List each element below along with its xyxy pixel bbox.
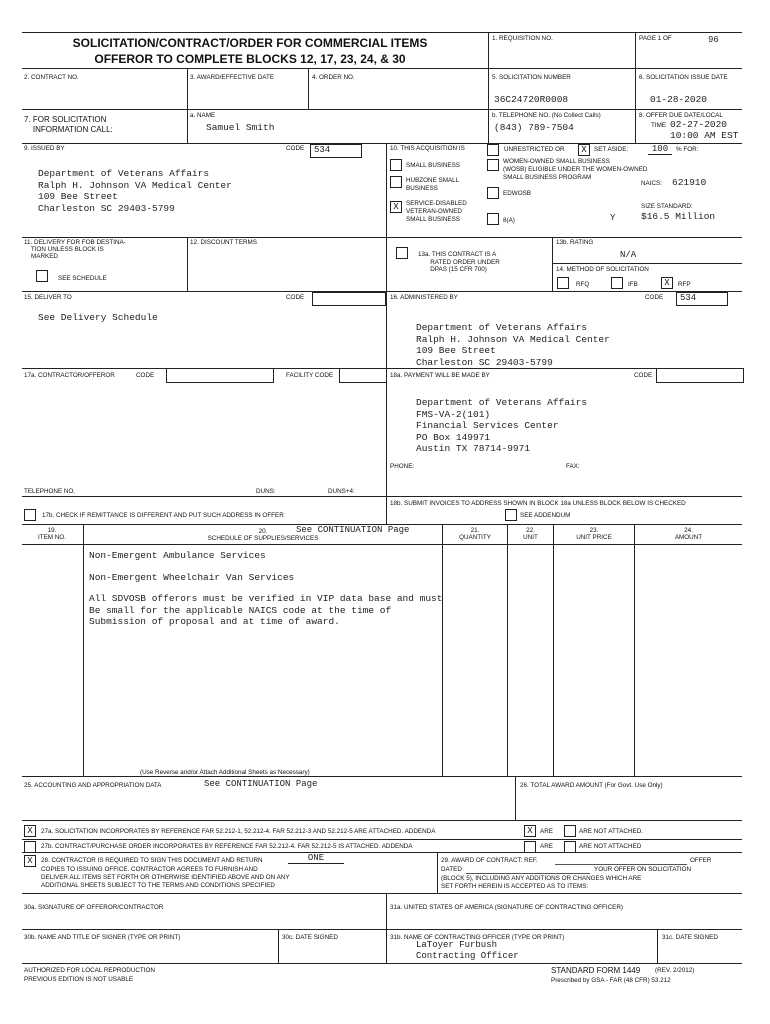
signature-officer-label: 31a. UNITED STATES OF AMERICA (SIGNATURE OF CONTRACTING OFFICER) <box>390 904 624 911</box>
schedule-line-3: All SDVOSB offerors must be verified in VIP data base and must Be small for the applicable NAICS code at the time of Submission of proposal and at time of award. <box>89 593 443 628</box>
solicitation-no-label: 5. SOLICITATION NUMBER <box>492 74 571 81</box>
telephone-label-17a: TELEPHONE NO. <box>24 488 76 495</box>
footer-form-name: STANDARD FORM 1449 <box>551 966 641 975</box>
phone-label-18a: PHONE: <box>390 463 415 470</box>
rule <box>386 143 387 524</box>
8a-checkbox[interactable] <box>487 213 499 225</box>
award-date-label: 3. AWARD/EFFECTIVE DATE <box>190 74 275 81</box>
rule <box>187 68 188 109</box>
footer-revision: (REV. 2/2012) <box>655 967 695 974</box>
wosb-label: WOMEN-OWNED SMALL BUSINESS (WOSB) ELIGIBLE UNDER THE WOMEN-OWNED SMALL BUSINESS PROGRAM <box>503 158 648 181</box>
rule <box>552 237 553 291</box>
sdvosb-label: SERVICE-DISABLED VETERAN-OWNED SMALL BUSINESS <box>406 200 467 223</box>
27b-are-not-checkbox[interactable] <box>564 841 576 853</box>
issue-date-value[interactable]: 01-28-2020 <box>650 94 708 105</box>
administered-by-code-value: 534 <box>680 293 697 303</box>
contractor-code-label: CODE <box>136 372 155 379</box>
rule <box>552 263 742 264</box>
issued-by-code-value: 534 <box>314 145 331 155</box>
size-standard-label: SIZE STANDARD: <box>641 203 693 210</box>
rule <box>634 524 635 776</box>
form-title <box>40 36 460 67</box>
27a-are-not-checkbox[interactable] <box>564 825 576 837</box>
schedule-line-1: Non-Emergent Ambulance Services <box>89 550 266 561</box>
27b-are-checkbox[interactable] <box>524 841 536 853</box>
sdvosb-checkbox[interactable]: X <box>390 201 402 213</box>
rule <box>187 109 188 143</box>
see-addendum-checkbox[interactable] <box>505 509 517 521</box>
payment-label: 18a. PAYMENT WILL BE MADE BY <box>390 372 490 379</box>
rule <box>187 237 188 291</box>
administered-by-code-label: CODE <box>645 294 664 301</box>
rule <box>22 839 742 840</box>
due-date-label: 8. OFFER DUE DATE/LOCAL <box>639 112 723 119</box>
rule <box>22 143 742 144</box>
officer-title-value: Contracting Officer <box>416 951 519 961</box>
hubzone-checkbox[interactable] <box>390 176 402 188</box>
contact-name-value[interactable]: Samuel Smith <box>206 122 275 133</box>
info-call-label: 7. FOR SOLICITATION INFORMATION CALL: <box>24 115 113 135</box>
submit-invoices-label: 18b. SUBMIT INVOICES TO ADDRESS SHOWN IN BLOCK 18a UNLESS BLOCK BELOW IS CHECKED <box>390 500 686 507</box>
rating-value[interactable]: N/A <box>620 250 637 260</box>
solicitation-no-value[interactable]: 36C24720R0008 <box>494 94 569 105</box>
schedule-footer-note: (Use Reverse and/or Attach Additional Sheets as Necessary) <box>140 769 310 776</box>
issued-by-code-label: CODE <box>286 145 305 152</box>
copies-value[interactable]: ONE <box>288 853 344 864</box>
rule <box>657 929 658 963</box>
hubzone-label: HUBZONE SMALL BUSINESS <box>406 177 460 192</box>
contractor-label: 17a. CONTRACTOR/OFFEROR <box>24 372 115 379</box>
rule <box>635 32 636 143</box>
administered-by-code-box[interactable] <box>676 292 728 306</box>
col-amount: 24. AMOUNT <box>674 527 703 541</box>
y-mark: Y <box>610 213 616 223</box>
see-addendum-label: SEE ADDENDUM <box>520 512 571 519</box>
acquisition-label: 10. THIS ACQUISITION IS <box>390 145 465 152</box>
delivery-fob-label: 11. DELIVERY FOR FOB DESTINA- TION UNLESS BLOCK IS MARKED <box>24 239 126 261</box>
rule <box>488 32 489 143</box>
col-unit-price: 23. UNIT PRICE <box>576 527 612 541</box>
27a-checkbox[interactable]: X <box>24 825 36 837</box>
col-item-no: 19. ITEM NO. <box>38 527 66 541</box>
fax-label-18a: FAX: <box>566 463 580 470</box>
rule <box>22 963 742 964</box>
page-label: PAGE 1 OF <box>639 35 672 42</box>
name-label: a. NAME <box>190 112 216 119</box>
deliver-to-value: See Delivery Schedule <box>38 312 158 323</box>
administered-by-address: Department of Veterans Affairs Ralph H. Johnson VA Medical Center 109 Bee Street Charleston SC 29403-5799 <box>416 322 610 368</box>
rfp-label: RFP <box>678 281 691 288</box>
naics-label: NAICS: <box>641 180 662 187</box>
rule <box>442 524 443 776</box>
issued-by-code-box[interactable] <box>310 144 362 158</box>
due-date-value[interactable]: 02-27-2020 <box>670 119 728 130</box>
administered-by-label: 16. ADMINISTERED BY <box>390 294 458 301</box>
payment-address: Department of Veterans Affairs FMS-VA-2(101) Financial Services Center PO Box 149971 Austin TX 78714-9971 <box>416 397 588 455</box>
see-schedule-checkbox[interactable] <box>36 270 48 282</box>
remittance-checkbox[interactable] <box>24 509 36 521</box>
rated-order-label: 13a. THIS CONTRACT IS A RATED ORDER UNDER DPAS (15 CFR 700) <box>418 251 500 274</box>
accounting-value: See CONTINUATION Page <box>204 779 318 789</box>
8a-label: 8(A) <box>503 217 515 224</box>
unrestricted-checkbox[interactable] <box>487 144 499 156</box>
page-total: 96 <box>708 35 719 45</box>
rule <box>22 109 742 110</box>
rule <box>22 776 742 777</box>
rule <box>308 68 309 109</box>
deliver-to-code-box[interactable] <box>312 292 386 306</box>
percent-for-label: % FOR: <box>676 146 699 153</box>
28-checkbox[interactable]: X <box>24 855 36 867</box>
small-business-checkbox[interactable] <box>390 159 402 171</box>
wosb-checkbox[interactable] <box>487 159 499 171</box>
signer-name-label: 30b. NAME AND TITLE OF SIGNER (TYPE OR PRINT) <box>24 934 181 941</box>
payment-code-label: CODE <box>634 372 653 379</box>
duns4-label: DUNS+4: <box>328 488 355 495</box>
footer-prescribed: Prescribed by GSA - FAR (48 CFR) 53.212 <box>551 977 671 984</box>
date-signed-30c-label: 30c. DATE SIGNED <box>282 934 338 941</box>
discount-terms-label: 12. DISCOUNT TERMS <box>190 239 257 246</box>
rule <box>22 68 742 69</box>
schedule-continuation: See CONTINUATION Page <box>296 525 410 535</box>
edwosb-checkbox[interactable] <box>487 187 499 199</box>
method-label: 14. METHOD OF SOLICITATION <box>556 266 649 273</box>
facility-code-label: FACILITY CODE <box>286 372 334 379</box>
27a-are-checkbox[interactable]: X <box>524 825 536 837</box>
ifb-label: IFB <box>628 281 638 288</box>
issued-by-label: 9. ISSUED BY <box>24 145 65 152</box>
col-quantity: 21. QUANTITY <box>459 527 491 541</box>
order-no-label: 4. ORDER NO. <box>312 74 355 81</box>
28-label: 28. CONTRACTOR IS REQUIRED TO SIGN THIS DOCUMENT AND RETURN <box>41 857 263 864</box>
issue-date-label: 6. SOLICITATION ISSUE DATE <box>639 74 728 81</box>
29-label: 29. AWARD OF CONTRACT: REF. <box>441 857 538 864</box>
see-schedule-label: SEE SCHEDULE <box>58 275 107 282</box>
form-title-line2: OFFEROR TO COMPLETE BLOCKS 12, 17, 23, 24, & 30 <box>94 51 406 66</box>
offer-label: OFFER <box>690 857 712 864</box>
deliver-to-label: 15. DELIVER TO <box>24 294 72 301</box>
contractor-code-box[interactable] <box>166 368 274 383</box>
dated-label: DATED <box>441 866 462 873</box>
rule <box>466 873 590 874</box>
phone-label: b. TELEPHONE NO. (No Collect Calls) <box>492 112 601 119</box>
contract-no-label: 2. CONTRACT NO. <box>24 74 79 81</box>
footer-reproduction: AUTHORIZED FOR LOCAL REPRODUCTION PREVIOUS EDITION IS NOT USABLE <box>24 967 155 983</box>
block1-label: 1. REQUISITION NO. <box>492 35 553 42</box>
rule <box>555 864 687 865</box>
remittance-label: 17b. CHECK IF REMITTANCE IS DIFFERENT AND PUT SUCH ADDRESS IN OFFER <box>42 512 284 519</box>
rule <box>22 32 742 33</box>
size-standard-value[interactable]: $16.5 Million <box>641 211 716 222</box>
small-business-label: SMALL BUSINESS <box>406 162 461 169</box>
signature-offeror-label: 30a. SIGNATURE OF OFFEROR/CONTRACTOR <box>24 904 164 911</box>
rfq-label: RFQ <box>576 281 590 288</box>
27b-are-label: ARE <box>540 843 553 850</box>
27a-label: 27a. SOLICITATION INCORPORATES BY REFERENCE FAR 52.212-1, 52.212-4. FAR 52.212-3 AND 52.212-5 ARE ATTACHED. ADDENDA <box>41 828 436 835</box>
accounting-label: 25. ACCOUNTING AND APPROPRIATION DATA <box>24 782 162 789</box>
rule <box>386 496 742 497</box>
col-schedule: SCHEDULE OF SUPPLIES/SERVICES <box>207 535 319 542</box>
rfp-checkbox[interactable]: X <box>661 277 673 289</box>
rule <box>22 820 742 821</box>
your-offer-label: YOUR OFFER ON SOLICITATION <box>594 866 692 873</box>
set-aside-checkbox[interactable]: X <box>578 144 590 156</box>
rule <box>22 237 742 238</box>
due-time-value[interactable]: 10:00 AM EST <box>670 130 739 141</box>
col-schedule-num: 20. <box>258 528 268 535</box>
due-time-label: TIME <box>651 122 667 129</box>
rule <box>386 893 387 963</box>
rule <box>22 929 742 930</box>
total-award-label: 26. TOTAL AWARD AMOUNT (For Govt. Use Only) <box>520 782 663 789</box>
naics-value[interactable]: 621910 <box>672 177 707 188</box>
27a-are-not-label: ARE NOT ATTACHED. <box>579 828 644 835</box>
27b-are-not-label: ARE NOT ATTACHED <box>579 843 642 850</box>
rating-label: 13b. RATING <box>556 239 594 246</box>
rule <box>278 929 279 963</box>
set-aside-percent[interactable]: 100 <box>648 144 672 155</box>
29-terms: (BLOCK 5), INCLUDING ANY ADDITIONS OR CHANGES WHICH ARE SET FORTH HEREIN IS ACCEPTED AS TO ITEMS: <box>441 875 642 891</box>
rule <box>22 852 742 853</box>
officer-name-label: 31b. NAME OF CONTRACTING OFFICER (TYPE OR PRINT) <box>390 934 565 941</box>
rule <box>22 893 742 894</box>
28-terms: COPIES TO ISSUING OFFICE. CONTRACTOR AGREES TO FURNISH AND DELIVER ALL ITEMS SET FORTH OR OTHERWISE IDENTIFIED ABOVE AND ON ANY ADDITIONAL SHEETS SUBJECT TO THE TERMS AND CONDITIONS SPECIFIED <box>41 866 290 890</box>
date-signed-31c-label: 31c. DATE SIGNED <box>662 934 718 941</box>
27b-checkbox[interactable] <box>24 841 36 853</box>
ifb-checkbox[interactable] <box>611 277 623 289</box>
set-aside-label: SET ASIDE: <box>594 146 629 153</box>
rule <box>507 524 508 776</box>
facility-code-box[interactable] <box>339 368 387 383</box>
issued-by-address: Department of Veterans Affairs Ralph H. Johnson VA Medical Center 109 Bee Street Charleston SC 29403-5799 <box>38 168 232 214</box>
duns-label: DUNS: <box>256 488 276 495</box>
phone-value[interactable]: (843) 789-7504 <box>494 122 574 133</box>
edwosb-label: EDWOSB <box>503 190 531 197</box>
deliver-to-code-label: CODE <box>286 294 305 301</box>
rfq-checkbox[interactable] <box>557 277 569 289</box>
rule <box>22 496 386 497</box>
unrestricted-label: UNRESTRICTED OR <box>504 146 565 153</box>
rule <box>553 524 554 776</box>
rule <box>437 852 438 893</box>
rule <box>515 776 516 820</box>
col-unit: 22. UNIT <box>523 527 538 541</box>
schedule-line-2: Non-Emergent Wheelchair Van Services <box>89 572 295 583</box>
rated-order-checkbox[interactable] <box>396 247 408 259</box>
27b-label: 27b. CONTRACT/PURCHASE ORDER INCORPORATES BY REFERENCE FAR 52.212-4. FAR 52.212-5 IS ATTACHED. ADDENDA <box>41 843 413 850</box>
rule <box>83 524 84 776</box>
payment-code-box[interactable] <box>656 368 744 383</box>
form-title-line1: SOLICITATION/CONTRACT/ORDER FOR COMMERCIAL ITEMS <box>72 36 428 50</box>
27a-are-label: ARE <box>540 828 553 835</box>
officer-name-value: LaToyer Furbush <box>416 940 498 950</box>
